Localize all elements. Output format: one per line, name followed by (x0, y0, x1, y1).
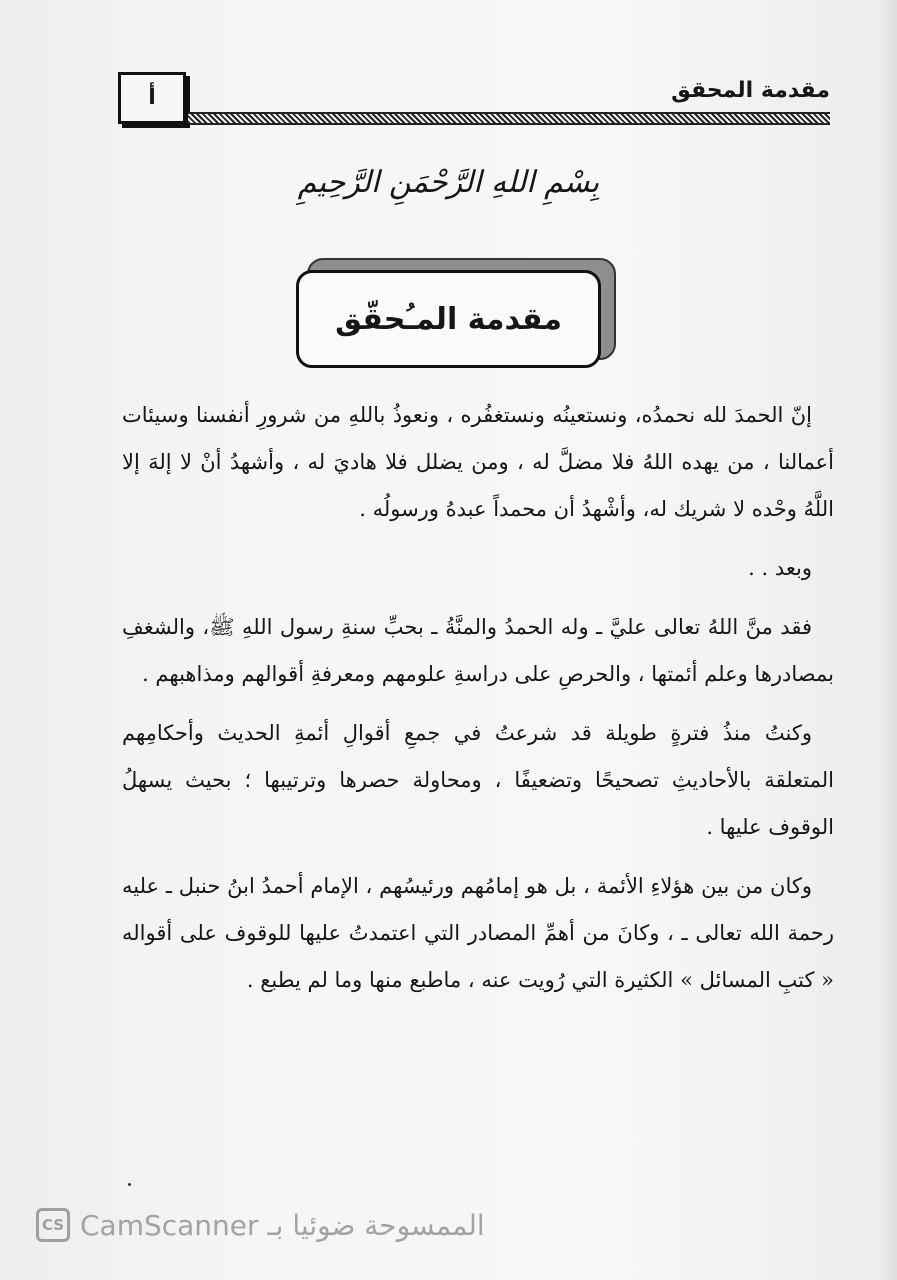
running-header-title: مقدمة المحقق (671, 78, 830, 103)
paragraph: إنّ الحمدَ لله نحمدُه، ونستعينُه ونستغفُره ، ونعوذُ باللهِ من شرورِ أنفسنا وسيئات أعمالنا ، من يهده اللهُ فلا مضلَّ له ، ومن يضلل فلا هاديَ له ، وأشهدُ أنْ لا إلهَ إلا اللَّهُ وحْده لا شريك له، وأشْهدُ أن محمداً عبدهُ ورسولُه . (122, 403, 834, 521)
watermark-text: CamScanner الممسوحة ضوئيا بـ (80, 1208, 485, 1242)
stray-dot (128, 1183, 131, 1186)
chapter-title: مقدمة المـُحقّق (335, 301, 562, 337)
page-number: أ (148, 85, 156, 110)
basmala-calligraphy: بِسْمِ اللهِ الرَّحْمَنِ الرَّحِيمِ (297, 165, 600, 200)
body-text (122, 392, 834, 1004)
title-box (296, 270, 601, 368)
paragraph: وكان من بين هؤلاءِ الأئمة ، بل هو إمامُهم ورئيسُهم ، الإمام أحمدُ ابنُ حنبل ـ عليه رحمة الله تعالى ـ ، وكانَ من أهمِّ المصادر التي اعتمدتُ عليها للوقوف على أقواله « كتبِ المسائل » الكثيرة التي رُويت عنه ، ماطبع منها وما لم يطبع . (122, 874, 834, 992)
running-header (118, 70, 830, 125)
paragraph: وكنتُ منذُ فترةٍ طويلة قد شرعتُ في جمعِ أقوالِ أئمةِ الحديث وأحكامِهم المتعلقة بالأحاديثِ تصحيحًا وتضعيفًا ، ومحاولة حصرها وترتيبها ؛ بحيث يسهلُ الوقوف عليها . (122, 721, 834, 839)
page-number-box (118, 72, 186, 124)
header-rule (188, 112, 830, 125)
paragraph: وبعد . . (748, 556, 812, 580)
camscanner-logo-text: CS (41, 1216, 65, 1234)
scanner-watermark (36, 1203, 485, 1247)
camscanner-logo-icon (36, 1208, 70, 1242)
paragraph: فقد منَّ اللهُ تعالى عليَّ ـ وله الحمدُ والمنَّةُ ـ بحبِّ سنةِ رسول اللهِ ﷺ، والشغفِ بمصادرها وعلم أئمتها ، والحرصِ على دراسةِ علومهم ومعرفةِ أقوالهم ومذاهبهم . (122, 615, 834, 686)
